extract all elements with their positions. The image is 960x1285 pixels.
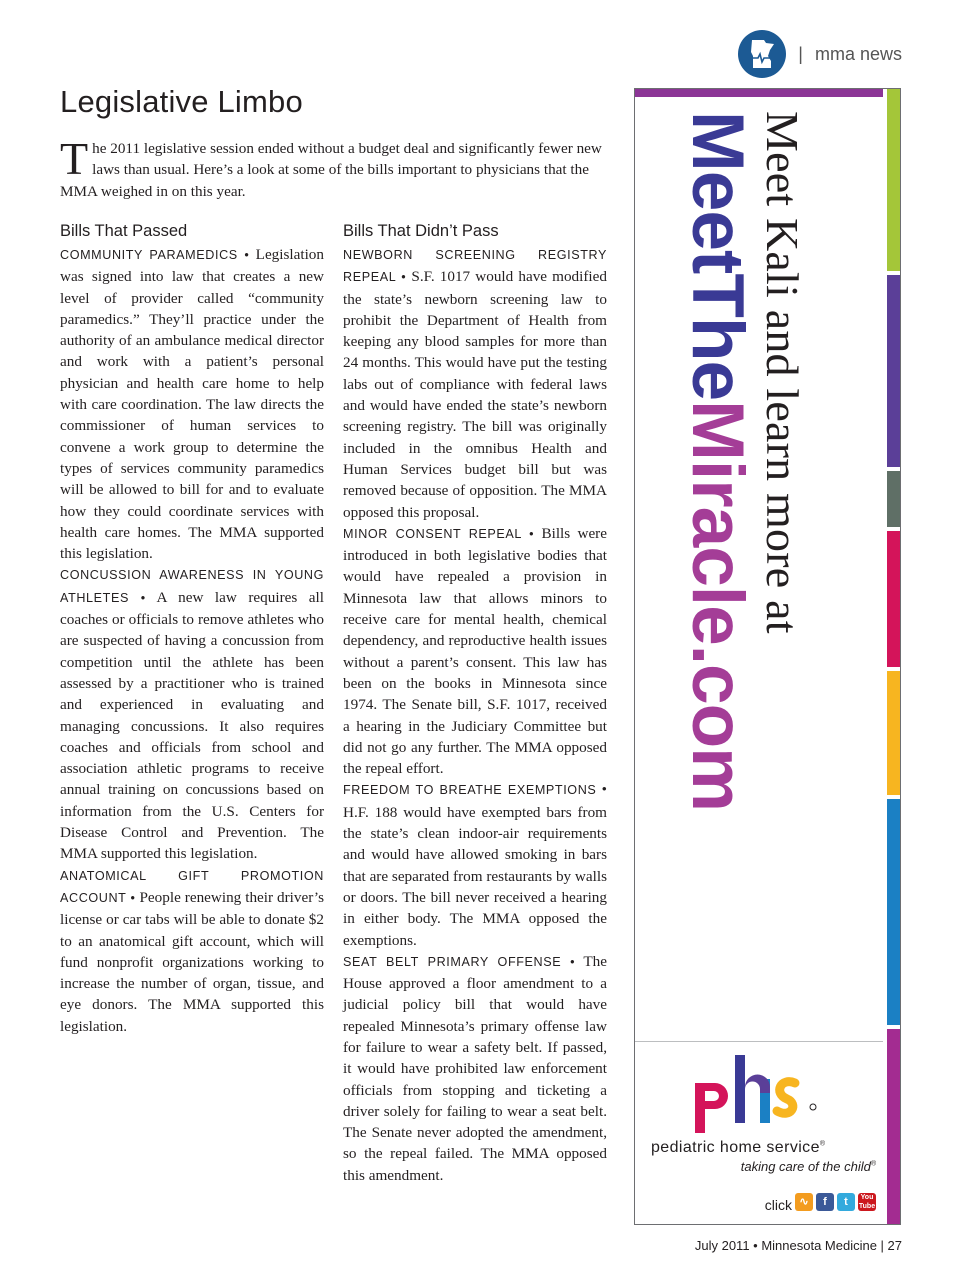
- ad-color-stripes: [887, 89, 900, 1224]
- minnesota-logo-icon: [738, 30, 786, 78]
- stripe-gold: [887, 671, 900, 795]
- bill-body: Legislation was signed into law that creates a new level of provider called “community paramedics.” They’ll practice under the authority of an ambulance medical director and work with a patient’s personal physician and health care home to help with care coordination. The law directs the commissioner of human services to convene a work group to determine the types of services community paramedics will be allowed to bill for and to evaluate how they could coordinate services with health care homes. The MMA supported this legislation.: [60, 246, 324, 563]
- article-title: Legislative Limbo: [60, 84, 303, 119]
- ad-url-part1: MeetThe: [677, 111, 758, 401]
- bill-lead: CONCUSSION AWARENESS IN YOUNG ATHLETES •: [60, 568, 324, 605]
- ad-top-bar: [635, 89, 883, 97]
- click-label: click: [764, 1197, 792, 1213]
- ad-divider: [635, 1041, 883, 1042]
- bill-item: [343, 779, 607, 950]
- bills-failed-column: [343, 218, 607, 1186]
- advertisement[interactable]: [634, 88, 901, 1225]
- ad-headline: Meet Kali and learn more at: [757, 111, 808, 634]
- bill-body: Bills were introduced in both legislative bodies that would have repealed a provision in Minnesota law that allows minors to receive care for mental health, chemical dependency, and reproductive health issues without a parent’s consent. This law has been on the books in Minnesota since 1974. The Senate bill, S.F. 1017, received a hearing in the Judiciary Committee but did not go any further. The MMA opposed the repeal effort.: [343, 524, 607, 778]
- twitter-icon[interactable]: t: [837, 1193, 855, 1211]
- stripe-blue: [887, 799, 900, 1025]
- ad-url[interactable]: [676, 111, 759, 811]
- bill-lead: MINOR CONSENT REPEAL •: [343, 526, 535, 541]
- bill-body: People renewing their driver’s license or car tabs will be able to donate $2 to an anatomical gift account, which will fund nonprofit organizations working to increase the number of organ, tissue, and eye donors. The MMA supported this legislation.: [60, 888, 324, 1035]
- bill-item: [343, 244, 607, 523]
- youtube-icon[interactable]: You Tube: [858, 1194, 876, 1210]
- bill-item: [60, 244, 324, 564]
- stripe-gray: [887, 471, 900, 527]
- stripe-violet: [887, 1029, 900, 1224]
- bills-failed-heading: Bills That Didn’t Pass: [343, 222, 499, 240]
- bill-item: [343, 951, 607, 1186]
- bills-passed-column: [60, 218, 324, 1037]
- header-separator: |: [798, 43, 803, 64]
- bill-item: [60, 564, 324, 864]
- page-header: [738, 30, 902, 78]
- section-label: mma news: [814, 43, 902, 64]
- bill-lead: ANATOMICAL GIFT PROMOTION ACCOUNT •: [60, 868, 324, 905]
- page-footer: July 2011 • Minnesota Medicine | 27: [694, 1238, 902, 1253]
- bill-lead: FREEDOM TO BREATHE EXEMPTIONS: [343, 783, 597, 798]
- facebook-icon[interactable]: f: [816, 1193, 834, 1211]
- bill-item: [60, 865, 324, 1037]
- bill-body: The House approved a floor amendment to a judicial policy bill that would have repealed Minnesota’s primary offense law for failure to wear a safety belt. If passed, it would have prohibited law enforcement officials from stopping and ticketing a driver solely for failing to wear a seat belt. The Senate never adopted the amendment, so the repeal failed. The MMA opposed this amendment.: [343, 952, 607, 1184]
- ad-url-part2: Miracle.com: [677, 400, 758, 812]
- bill-lead: COMMUNITY PARAMEDICS •: [60, 248, 250, 262]
- bill-body: A new law requires all coaches or officials to remove athletes who are suspected of having a concussion from competition until the athlete has been assessed by a practitioner who is trained and experienced in evaluating and managing concussions. It also requires coaches and officials from school and association athletic programs to receive annual training on concussions based on information from the U.S. Centers for Disease Control and Prevention. The MMA supported this legislation.: [60, 588, 324, 863]
- org-tagline: taking care of the child®: [740, 1159, 876, 1174]
- rss-icon[interactable]: ∿: [795, 1193, 813, 1211]
- bill-body: S.F. 1017 would have modified the state’s newborn screening law to prohibit the Department of Health from keeping any blood samples for more than 24 months. This would have put the testing labs out of compliance with federal laws and would have ended the state’s newborn screening registry. The bill was originally included in the omnibus Health and Human Services budget bill but was removed because of opposition. The MMA opposed this proposal.: [343, 268, 607, 521]
- intro-text: he 2011 legislative session ended without a budget deal and significantly fewer new laws than usual. Here’s a look at some of the bills important to physicians that the MMA weighed in on this year.: [60, 140, 602, 200]
- bills-passed-heading: Bills That Passed: [60, 222, 188, 240]
- bill-item: [343, 523, 607, 780]
- article-intro: [60, 133, 617, 202]
- bill-lead: NEWBORN SCREENING REGISTRY REPEAL •: [343, 248, 607, 285]
- bill-body: • H.F. 188 would have exempted bars from the state’s clean indoor-air requirements and would have allowed smoking in bars that are separated from restaurants by walls or doors. The bill never received a hearing in either body. The MMA opposed the exemptions.: [343, 781, 607, 949]
- bill-lead: SEAT BELT PRIMARY OFFENSE •: [343, 954, 576, 969]
- org-name: pediatric home service®: [651, 1139, 826, 1156]
- drop-cap: T: [60, 133, 89, 184]
- phs-logo: [687, 1053, 837, 1137]
- stripe-purple: [887, 275, 900, 467]
- stripe-lime: [887, 89, 900, 271]
- stripe-crimson: [887, 531, 900, 667]
